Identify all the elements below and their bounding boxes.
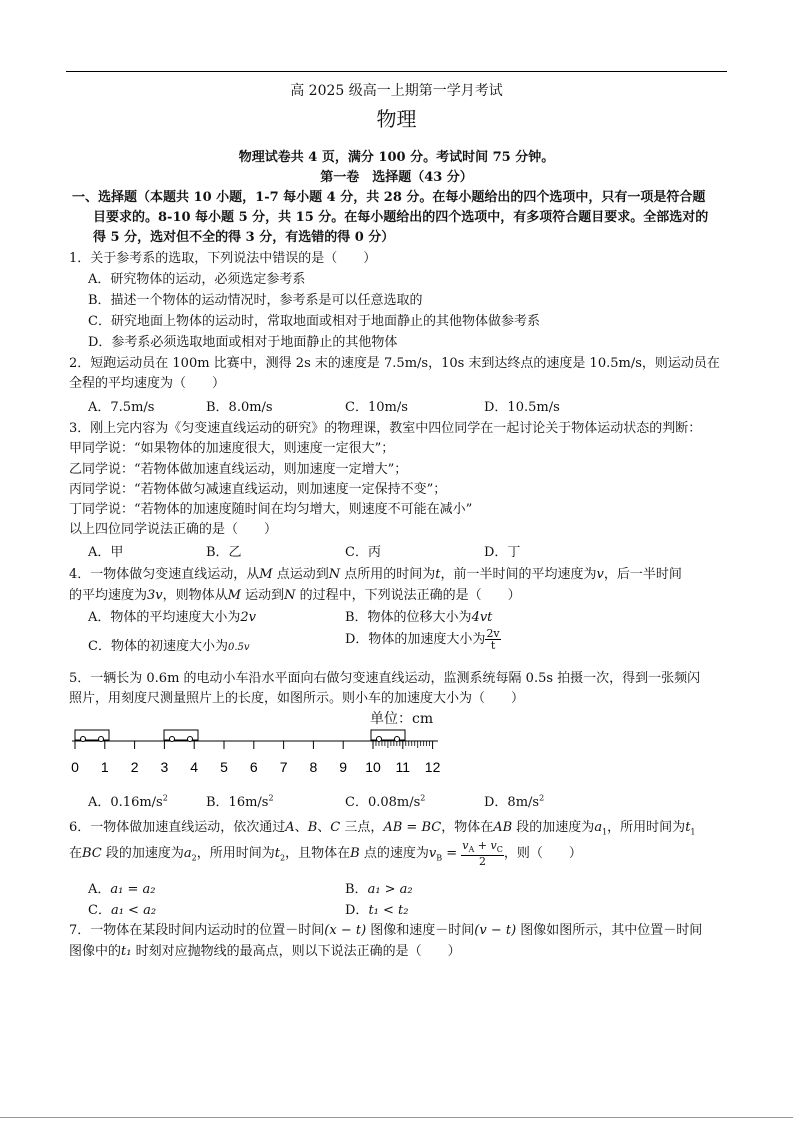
- q6-text: 6．一物体做加速直线运动，依次通过: [69, 820, 286, 835]
- q7-text: 图像和速度－时间: [366, 923, 475, 938]
- q4-option-a: [88, 606, 256, 625]
- q2-stem-1: 2．短跑运动员在 100m 比赛中，测得 2s 末的速度是 7.5m/s，10s 末到达终点的速度是 10.5m/s，则运动员在: [69, 356, 720, 371]
- q7-xt-label: (x − t): [324, 923, 367, 938]
- q6-segment-bc: BC: [82, 846, 102, 862]
- q6-text: 、: [294, 820, 308, 835]
- q7-vt-label: (v − t): [474, 923, 517, 938]
- q4-text: ，后一半时间: [603, 567, 682, 582]
- q5-stem-2: 照片，用刻度尺测量照片上的长度，如图所示。则小车的加速度大小为（ ）: [69, 691, 525, 706]
- q7-text: 7．一物体在某段时间内运动时的位置－时间: [69, 923, 325, 938]
- q5-option-d-exponent: 2: [539, 793, 545, 803]
- q6-text: ，且物体在: [285, 846, 351, 862]
- q3-statement-ding: 丁同学说：“若物体的加速度随时间在均匀增大，则速度不可能在减小”: [69, 502, 473, 517]
- q3-statement-yi: 乙同学说：“若物体做加速直线运动，则加速度一定增大”；: [69, 462, 408, 477]
- section-line-2: 目要求的。8-10 每小题 5 分，共 15 分。在每小题给出的四个选项中，有多项符合题目要求。全部选对的: [93, 210, 709, 225]
- q6-point-c: C: [330, 820, 341, 835]
- header-rule: [66, 71, 727, 72]
- ruler-label: 11: [395, 759, 411, 775]
- q4-stem-1: [69, 563, 682, 582]
- q6-var-vc: + v: [474, 839, 497, 852]
- q6-text: 三点，: [340, 820, 384, 835]
- q4-var-m: M: [227, 588, 241, 603]
- q6-option-c: [88, 899, 156, 918]
- ruler-label: 4: [190, 759, 199, 775]
- q6-stem-1: [69, 816, 696, 837]
- q6-var-va: v: [462, 839, 469, 852]
- q2-option-c: C．10m/s: [345, 400, 408, 415]
- q6-sub-2: 2: [191, 853, 197, 863]
- q5-option-c: [345, 791, 425, 810]
- q4-var-m: M: [259, 567, 273, 582]
- q3-question: 以上四位同学说法正确的是（ ）: [69, 522, 278, 537]
- q6-point-a: A: [285, 820, 295, 835]
- q5-option-b-exponent: 2: [268, 793, 274, 803]
- q4-text: 的平均速度为: [69, 588, 148, 603]
- fraction-denominator: 2: [479, 855, 487, 869]
- q7-var-t1: t₁: [121, 944, 132, 959]
- q5-stem-1: 5．一辆长为 0.6m 的电动小车沿水平面向右做匀变速直线运动，监测系统每隔 0.5s 拍摄一次，得到一张频闪: [69, 671, 701, 686]
- q5-option-b: [206, 791, 274, 810]
- q2-option-b: B．8.0m/s: [206, 400, 273, 415]
- q4-option-b-value: 4vt: [471, 610, 493, 625]
- subject-title: 物理: [376, 107, 417, 131]
- q4-option-d: [345, 628, 501, 651]
- q4-option-b: [345, 606, 492, 625]
- q6-option-d: [345, 899, 408, 918]
- ruler-label: 7: [279, 759, 288, 775]
- q6-var-a2: a: [183, 846, 192, 862]
- section-line-1: 一、选择题（本题共 10 小题，1-7 每小题 4 分，共 28 分。在每小题给出的四个选项中，只有一项是符合题: [72, 190, 706, 205]
- q6-vb-fraction: [461, 840, 504, 867]
- q6-text: ，则（ ）: [503, 846, 582, 862]
- q2-option-a: A．7.5m/s: [88, 400, 155, 415]
- q6-option-b-expr: a₁ > a₂: [367, 882, 413, 897]
- q6-sub-1: 1: [690, 827, 696, 837]
- q7-text: 图像中的: [69, 944, 122, 959]
- q6-option-a-label: A．: [88, 882, 111, 897]
- q3-option-d: D．丁: [484, 545, 521, 560]
- q3-statement-bing: 丙同学说：“若物体做匀减速直线运动，则加速度一定保持不变”；: [69, 482, 447, 497]
- q6-var-t2: t: [274, 846, 281, 862]
- q6-text: 在: [69, 846, 83, 862]
- q5-option-d: [484, 791, 544, 810]
- ruler-label: 12: [424, 759, 441, 775]
- ruler-label: 10: [365, 759, 381, 775]
- ruler-label: 6: [249, 759, 258, 775]
- q6-var-t1: t: [685, 820, 691, 835]
- q7-stem-1: [69, 919, 702, 938]
- ruler-label: 3: [160, 759, 169, 775]
- q4-text: 点运动到: [272, 567, 329, 582]
- fraction-numerator: [461, 840, 504, 856]
- q5-option-d-text: D．8m/s: [484, 795, 540, 810]
- q4-option-a-value: 2v: [240, 610, 257, 625]
- q3-option-a: A．甲: [88, 545, 124, 560]
- q4-var-n: N: [284, 588, 296, 603]
- q3-option-b: B．乙: [206, 545, 242, 560]
- q6-sub-c: C: [496, 845, 503, 855]
- q6-sub-b: B: [436, 853, 443, 863]
- q1-option-c: C．研究地面上物体的运动时，常取地面或相对于地面静止的其他物体做参考系: [88, 314, 540, 329]
- q4-option-a-text: A．物体的平均速度大小为: [88, 610, 241, 625]
- q5-ruler-unit: 单位：cm: [370, 711, 434, 727]
- q6-sub-a: A: [468, 845, 475, 855]
- q6-text: ，所用时间为: [607, 820, 686, 835]
- q6-option-a-expr: a₁ = a₂: [110, 882, 156, 897]
- q4-option-d-fraction: [485, 628, 500, 651]
- fraction-denominator: t: [490, 639, 496, 652]
- part-title: 第一卷 选择题（43 分）: [320, 170, 473, 185]
- ruler-label: 0: [71, 759, 79, 775]
- exam-title: 高 2025 级高一上期第一学月考试: [290, 83, 503, 99]
- q1-option-d: D．参考系必须选取地面或相对于地面静止的其他物体: [88, 335, 398, 350]
- q6-var-vb: v: [428, 846, 437, 862]
- ruler-labels: [71, 759, 440, 775]
- q4-text: ，则物体从: [162, 588, 228, 603]
- ruler-label: 9: [339, 759, 348, 775]
- q7-text: 图像如图所示，其中位置－时间: [516, 923, 703, 938]
- q6-option-b: [345, 878, 413, 897]
- ruler-label: 2: [130, 759, 139, 775]
- fraction-numerator: 2v: [486, 627, 500, 640]
- ruler-label: 5: [220, 759, 228, 775]
- q5-option-c-exponent: 2: [420, 793, 426, 803]
- q6-option-a: [88, 878, 155, 897]
- q6-point-b: B: [307, 820, 318, 835]
- q6-stem-2: [69, 840, 582, 867]
- q6-text: 段的加速度为: [101, 846, 184, 862]
- q6-text: 段的加速度为: [512, 820, 595, 835]
- car-3: [371, 730, 405, 742]
- car-1: [75, 730, 109, 742]
- q4-option-c: [88, 635, 250, 654]
- q6-option-d-expr: t₁ < t₂: [368, 903, 409, 918]
- exam-info: 物理试卷共 4 页，满分 100 分。考试时间 75 分钟。: [238, 150, 555, 165]
- q3-option-c: C．丙: [345, 545, 381, 560]
- q1-option-b: B．描述一个物体的运动情况时，参考系是可以任意选取的: [88, 293, 423, 308]
- q5-option-b-text: B．16m/s: [206, 795, 269, 810]
- section-line-3: 得 5 分，选对但不全的得 3 分，有选错的得 0 分）: [93, 230, 395, 245]
- q6-point-b: B: [350, 846, 360, 862]
- q4-stem-2: [69, 584, 521, 603]
- q6-text: 、: [317, 820, 331, 835]
- q4-option-c-value: 0.5v: [227, 642, 250, 653]
- ruler-ticks: [75, 741, 433, 749]
- q4-option-b-text: B．物体的位移大小为: [345, 610, 472, 625]
- q1-stem: 1．关于参考系的选取，下列说法中错误的是（ ）: [69, 251, 377, 266]
- q6-option-b-label: B．: [345, 882, 368, 897]
- q4-text: 点所用的时间为: [340, 567, 436, 582]
- q4-option-c-text: C．物体的初速度大小为: [88, 639, 228, 654]
- q5-option-a-text: A．0.16m/s: [88, 795, 163, 810]
- car-2: [164, 730, 198, 742]
- q6-text: =: [442, 846, 462, 862]
- q4-var-t: t: [435, 567, 441, 582]
- q6-sub-1: 1: [602, 827, 608, 837]
- q3-stem: 3．刚上完内容为《匀变速直线运动的研究》的物理课，教室中四位同学在一起讨论关于物体运动状态的判断：: [69, 421, 702, 436]
- q4-option-d-text: D．物体的加速度大小为: [345, 632, 486, 647]
- q5-option-a-exponent: 2: [162, 793, 168, 803]
- q4-text: 的过程中，下列说法正确的是（ ）: [295, 588, 521, 603]
- q6-equation: AB = BC: [383, 820, 442, 835]
- q6-sub-2: 2: [280, 853, 286, 863]
- q3-statement-jia: 甲同学说：“如果物体的加速度很大，则速度一定很大”；: [69, 441, 395, 456]
- q7-stem-2: [69, 940, 461, 959]
- q6-text: ，所用时间为: [196, 846, 275, 862]
- q6-option-d-label: D．: [345, 903, 369, 918]
- q6-option-c-label: C．: [88, 903, 111, 918]
- ruler-label: 8: [309, 759, 318, 775]
- q6-text: 点的速度为: [359, 846, 429, 862]
- q6-option-c-expr: a₁ < a₂: [110, 903, 157, 918]
- q5-ruler-figure: [60, 724, 450, 780]
- q1-option-a: A．研究物体的运动，必须选定参考系: [88, 272, 306, 287]
- q6-text: ，物体在: [441, 820, 494, 835]
- q2-stem-2: 全程的平均速度为（ ）: [69, 376, 226, 391]
- q5-option-a: [88, 791, 168, 810]
- q4-text: 运动到: [240, 588, 285, 603]
- q6-var-a1: a: [594, 820, 603, 835]
- q4-text: 4．一物体做匀变速直线运动，从: [69, 567, 260, 582]
- q4-var-v: v: [596, 567, 604, 582]
- q6-segment-ab: AB: [493, 820, 513, 835]
- q4-var-3v: 3v: [147, 588, 163, 603]
- q5-option-c-text: C．0.08m/s: [345, 795, 421, 810]
- q7-text: 时刻对应抛物线的最高点，则以下说法正确的是（ ）: [131, 944, 461, 959]
- ruler-label: 1: [100, 759, 109, 775]
- q2-option-d: D．10.5m/s: [484, 400, 560, 415]
- footer-rule: [0, 1117, 793, 1118]
- q4-text: ，前一半时间的平均速度为: [440, 567, 597, 582]
- q4-var-n: N: [328, 567, 341, 582]
